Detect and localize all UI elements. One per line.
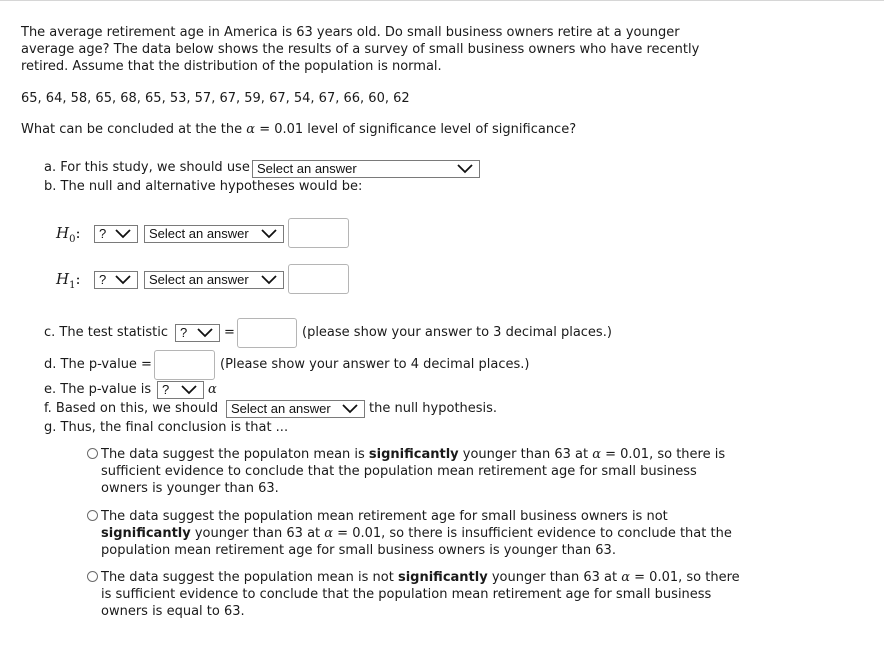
- option-2-text-a: The data suggest the population mean retirement age for small business owners is not: [101, 509, 668, 524]
- conclusion-option-2: [101, 508, 741, 559]
- h0-parameter-select[interactable]: [94, 225, 138, 243]
- part-a-label: a. For this study, we should use: [44, 160, 250, 175]
- h0-parameter-value: ?: [99, 226, 107, 241]
- question-before: What can be concluded at the the: [21, 122, 243, 137]
- h0-label: [56, 224, 81, 245]
- chevron-down-icon: [197, 328, 213, 338]
- chevron-down-icon: [115, 275, 131, 285]
- alpha-symbol: α: [246, 122, 256, 137]
- equals-sign: =: [224, 325, 235, 340]
- h1-label: [56, 270, 81, 291]
- h0-subscript: 0: [69, 234, 76, 245]
- part-c-label: c. The test statistic: [44, 325, 168, 340]
- decision-select-value: Select an answer: [231, 401, 331, 416]
- chevron-down-icon: [115, 229, 131, 239]
- conclusion-radio-3[interactable]: [87, 571, 98, 582]
- option-1-text-c: = 0.01, so there is sufficient evidence to conclude that the population mean retirement age for small business owners is younger than 63.: [101, 447, 726, 496]
- question-text: [21, 122, 576, 137]
- decision-select[interactable]: [226, 400, 365, 418]
- chevron-down-icon: [342, 404, 358, 414]
- option-2-text-b: younger than 63 at: [190, 526, 325, 541]
- alpha-symbol: α: [621, 570, 631, 585]
- h1-parameter-select[interactable]: [94, 271, 138, 289]
- problem-intro: The average retirement age in America is 63 years old. Do small business owners retire at a younger average age? The data below shows the results of a survey of small business owners who have recently retired. Assume that the distribution of the population is normal.: [21, 25, 700, 74]
- option-3-text-b: younger than 63 at: [487, 570, 622, 585]
- conclusion-radio-1[interactable]: [87, 448, 98, 459]
- part-b-label: b. The null and alternative hypotheses would be:: [44, 179, 363, 194]
- alpha-symbol: α: [592, 447, 601, 462]
- chevron-down-icon: [261, 229, 277, 239]
- h0-relation-value: Select an answer: [149, 226, 249, 241]
- top-divider: [0, 0, 884, 1]
- p-value-input[interactable]: [154, 350, 215, 380]
- p-value-note: (Please show your answer to 4 decimal places.): [220, 357, 530, 372]
- conclusion-option-1: [101, 446, 741, 497]
- h0-colon: :: [75, 224, 81, 242]
- h1-value-input[interactable]: [288, 264, 349, 294]
- conclusion-radio-2[interactable]: [87, 510, 98, 521]
- test-type-select[interactable]: [252, 160, 480, 178]
- p-value-compare-value: ?: [162, 382, 170, 397]
- option-1-bold: significantly: [368, 447, 459, 462]
- chevron-down-icon: [261, 275, 277, 285]
- chevron-down-icon: [457, 164, 473, 174]
- option-2-text-c: = 0.01, so there is insufficient evidence to conclude that the population mean retirement age for small business owners is younger than 63.: [101, 526, 732, 558]
- option-3-text-c: = 0.01, so there is sufficient evidence to conclude that the population mean retirement age for small business owners is equal to 63.: [101, 570, 740, 619]
- option-3-bold: significantly: [397, 570, 488, 585]
- option-1-text-a: The data suggest the populaton mean is: [101, 447, 369, 462]
- data-values: 65, 64, 58, 65, 68, 65, 53, 57, 67, 59, 67, 54, 67, 66, 60, 62: [21, 91, 410, 106]
- alpha-symbol: α: [208, 382, 217, 397]
- question-after: = 0.01 level of significance level of significance?: [259, 122, 577, 137]
- option-2-bold: significantly: [101, 526, 191, 541]
- decision-after-text: the null hypothesis.: [369, 401, 498, 416]
- test-statistic-select[interactable]: [175, 324, 220, 342]
- option-1-text-b: younger than 63 at: [458, 447, 593, 462]
- part-g-label: g. Thus, the final conclusion is that ...: [44, 420, 289, 435]
- h0-value-input[interactable]: [288, 218, 349, 248]
- part-f-label: f. Based on this, we should: [44, 401, 219, 416]
- chevron-down-icon: [181, 385, 197, 395]
- alpha-symbol: α: [324, 526, 334, 541]
- h0-symbol: H: [56, 224, 70, 242]
- h1-symbol: H: [56, 270, 70, 288]
- h1-parameter-value: ?: [99, 272, 107, 287]
- option-3-text-a: The data suggest the population mean is not: [101, 570, 398, 585]
- p-value-compare-select[interactable]: [157, 381, 204, 399]
- conclusion-option-3: [101, 569, 741, 620]
- h1-subscript: 1: [69, 280, 76, 291]
- test-statistic-select-value: ?: [180, 325, 188, 340]
- part-d-label: d. The p-value =: [44, 357, 152, 372]
- test-type-select-value: Select an answer: [257, 161, 357, 176]
- h1-relation-value: Select an answer: [149, 272, 249, 287]
- test-statistic-input[interactable]: [237, 318, 297, 348]
- h1-relation-select[interactable]: [144, 271, 284, 289]
- h1-colon: :: [75, 270, 81, 288]
- part-e-label: e. The p-value is: [44, 382, 152, 397]
- test-statistic-note: (please show your answer to 3 decimal places.): [302, 325, 612, 340]
- h0-relation-select[interactable]: [144, 225, 284, 243]
